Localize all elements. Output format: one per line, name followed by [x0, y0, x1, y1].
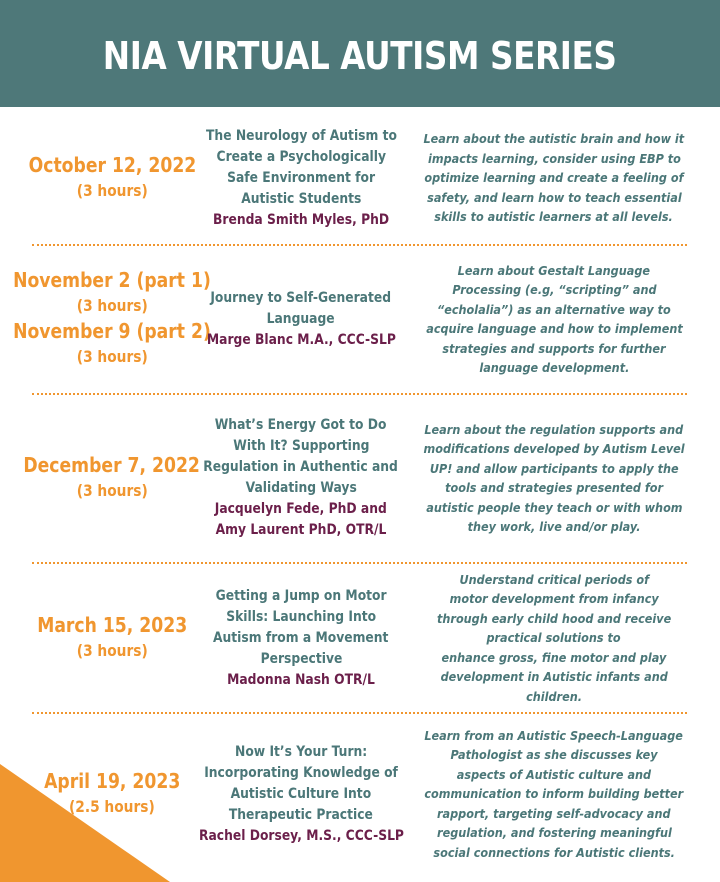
- talk-title-line: Language: [266, 310, 336, 327]
- session-row-3: [0, 399, 720, 557]
- talk-title-line: Skills: Launching Into: [226, 608, 376, 625]
- hours-line: (3 hours): [76, 480, 148, 500]
- talk-title-line: Autistic Culture Into: [230, 785, 372, 802]
- description-line: skills to autistic learners at all levels.: [434, 209, 674, 225]
- talk-title-line: Now It’s Your Turn:: [234, 743, 368, 760]
- date-line: November 2 (part 1): [13, 268, 211, 292]
- decorative-corner-triangle: [0, 764, 170, 882]
- speaker-name: Amy Laurent PhD, OTR/L: [215, 522, 387, 538]
- session-row-4: [0, 568, 720, 708]
- description-line: autistic people they teach or with whom: [425, 499, 683, 515]
- talk-title-line: Autistic Students: [240, 190, 362, 207]
- speaker-name: Jacquelyn Fede, PhD and: [214, 501, 388, 517]
- session-description: [416, 116, 692, 240]
- talk-title-line: Perspective: [260, 650, 342, 667]
- description-line: modifications developed by Autism Level: [423, 441, 685, 456]
- session-talk: [200, 399, 402, 557]
- dotted-divider: [32, 393, 687, 395]
- description-line: optimize learning and create a feeling of: [424, 170, 684, 186]
- description-line: UP! and allow participants to apply the: [429, 460, 679, 476]
- session-description: [416, 720, 692, 868]
- description-line: children.: [526, 688, 582, 704]
- description-line: through early child hood and receive: [436, 610, 672, 626]
- description-line: tools and strategies presented for: [445, 480, 663, 495]
- session-description: [416, 250, 692, 388]
- hours-line: (3 hours): [76, 296, 148, 315]
- talk-title-line: What’s Energy Got to Do: [215, 417, 387, 433]
- talk-title-line: Getting a Jump on Motor: [215, 587, 387, 604]
- talk-title-line: The Neurology of Autism to: [205, 127, 397, 144]
- date-line: March 15, 2023: [37, 612, 187, 637]
- header-banner: [0, 0, 720, 107]
- session-row-2: [0, 250, 720, 388]
- session-date: [22, 568, 202, 708]
- speaker-name: Madonna Nash OTR/L: [227, 671, 375, 688]
- session-row-1: [0, 116, 720, 240]
- speaker-name: Brenda Smith Myles, PhD: [212, 211, 390, 228]
- description-line: practical solutions to: [486, 630, 622, 646]
- session-date: [13, 250, 211, 388]
- talk-title-line: Create a Psychologically: [216, 148, 386, 165]
- description-line: strategies and supports for further: [442, 340, 666, 356]
- description-line: they work, live and/or play.: [467, 519, 641, 534]
- description-line: safety, and learn how to teach essential: [426, 189, 682, 205]
- hours-line: (2.5 hours): [69, 796, 155, 816]
- description-line: Learn from an Autistic Speech-Language: [424, 727, 684, 743]
- session-talk: [200, 720, 402, 868]
- description-line: Learn about the regulation supports and: [424, 421, 684, 437]
- description-line: “echolalia”) as an alternative way to: [437, 301, 671, 317]
- date-line: November 9 (part 2): [13, 319, 211, 343]
- date-line: October 12, 2022: [28, 152, 196, 177]
- description-line: communication to inform building better: [424, 786, 684, 802]
- description-line: motor development from infancy: [449, 591, 659, 607]
- session-talk: [200, 250, 402, 388]
- date-line: April 19, 2023: [43, 768, 181, 793]
- session-description: [416, 568, 692, 708]
- talk-title-line: Journey to Self-Generated: [210, 289, 392, 306]
- description-line: Learn about the autistic brain and how it: [423, 131, 685, 147]
- description-line: impacts learning, consider using EBP to: [427, 150, 681, 166]
- hours-line: (3 hours): [76, 180, 148, 200]
- talk-title-line: Safe Environment for: [226, 169, 375, 186]
- description-line: acquire language and how to implement: [425, 321, 683, 336]
- description-line: development in Autistic infants and: [440, 669, 668, 685]
- hours-line: (3 hours): [76, 347, 148, 366]
- description-line: rapport, targeting self-advocacy and: [437, 805, 671, 821]
- description-line: social connections for Autistic clients.: [433, 844, 675, 860]
- speaker-name: Rachel Dorsey, M.S., CCC-SLP: [198, 827, 404, 844]
- talk-title-line: With It? Supporting: [232, 438, 370, 454]
- description-line: language development.: [478, 360, 630, 375]
- talk-title-line: Therapeutic Practice: [228, 806, 374, 823]
- description-line: Pathologist as she discusses key: [450, 747, 658, 763]
- description-line: regulation, and fostering meaningful: [436, 825, 672, 841]
- dotted-divider: [32, 712, 687, 714]
- session-description: [416, 399, 692, 557]
- description-line: Learn about Gestalt Language: [457, 262, 651, 278]
- description-line: enhance gross, fine motor and play: [441, 649, 667, 665]
- talk-title-line: Regulation in Authentic and: [203, 459, 399, 475]
- session-date: [22, 399, 202, 557]
- description-line: aspects of Autistic culture and: [456, 766, 652, 782]
- dotted-divider: [32, 562, 687, 564]
- hours-line: (3 hours): [76, 640, 148, 660]
- talk-title-line: Validating Ways: [245, 480, 357, 496]
- session-date: [22, 116, 202, 240]
- session-talk: [200, 568, 402, 708]
- description-line: Understand critical periods of: [459, 571, 649, 587]
- dotted-divider: [32, 244, 687, 246]
- talk-title-line: Incorporating Knowledge of: [204, 764, 398, 781]
- session-talk: [200, 116, 402, 240]
- page-title: NIA VIRTUAL AUTISM SERIES: [103, 33, 617, 78]
- date-line: December 7, 2022: [23, 452, 201, 477]
- speaker-name: Marge Blanc M.A., CCC-SLP: [206, 331, 396, 348]
- talk-title-line: Autism from a Movement: [213, 629, 389, 646]
- description-line: Processing (e.g, “scripting” and: [451, 282, 657, 297]
